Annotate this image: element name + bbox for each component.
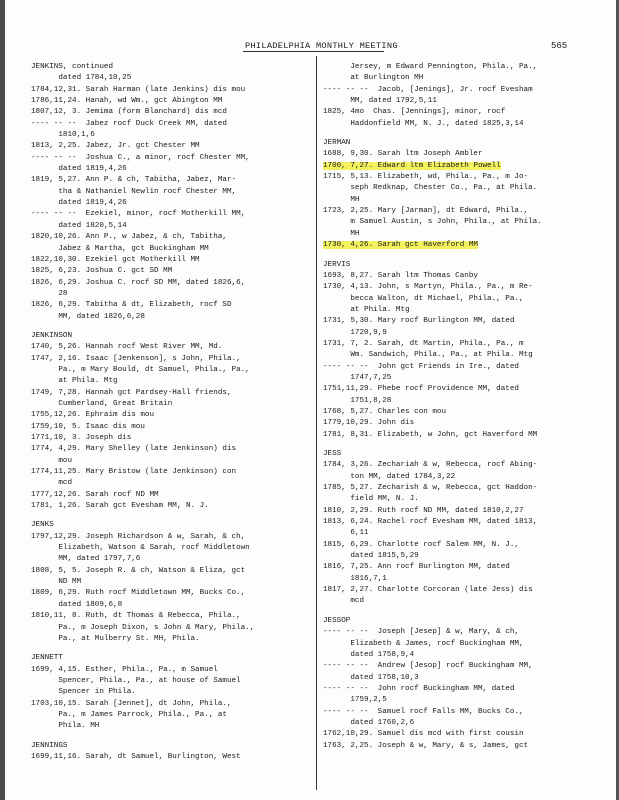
record-line: 1826, 6,29. Tabitha & dt, Elizabeth, rocf SD bbox=[31, 301, 232, 310]
record-line: ---- -- -- Samuel rocf Falls MM, Bucks Co., bbox=[323, 707, 524, 716]
surname-heading: JENKS bbox=[31, 521, 54, 530]
record-line: dated 1758,10,3 bbox=[323, 673, 419, 682]
surname-heading: JENNETT bbox=[31, 654, 63, 663]
record-line: 1819, 5,27. Ann P. & ch, Tabitha, Jabez, Mar- bbox=[31, 176, 237, 185]
record-line: 1825, 4mo Chas. [Jennings], minor, rocf bbox=[323, 108, 506, 117]
right-column bbox=[323, 62, 571, 790]
record-line: 1755,12,26. Ephraim dis mou bbox=[31, 411, 155, 420]
record-line: Elizabeth, Watson & Sarah, rocf Middletown bbox=[31, 544, 250, 553]
section-gap bbox=[323, 130, 571, 138]
record-line: mcd bbox=[31, 479, 73, 488]
record-line: 1815, 6,29. Charlotte rocf Salem MM, N. J., bbox=[323, 540, 519, 549]
record-line: 1809, 6,29. Ruth rocf Middletown MM, Bucks Co., bbox=[31, 589, 246, 598]
record-line: MH bbox=[323, 195, 360, 204]
surname-heading: JENKINSON bbox=[31, 331, 73, 340]
record-line: 1786,11,24. Hanah, wd Wm., gct Abington MM bbox=[31, 97, 223, 106]
record-line: 1774,11,25. Mary Bristow (late Jenkinson) con bbox=[31, 468, 237, 477]
record-line bbox=[323, 161, 571, 172]
record-line bbox=[323, 240, 571, 251]
record-line: ---- -- -- Jacob, [Jenings], Jr. rocf Evesham bbox=[323, 85, 533, 94]
record-line: 1774, 4,29. Mary Shelley (late Jenkinson) dis bbox=[31, 445, 237, 454]
section-gap bbox=[31, 323, 311, 331]
record-line: 1771,10, 3. Joseph dis bbox=[31, 434, 132, 442]
record-line: 1813, 2,25. Jabez, Jr. gct Chester MM bbox=[31, 142, 200, 151]
record-line: 1820,10,26. Ann P., w Jabez, & ch, Tabitha, bbox=[31, 233, 227, 242]
record-line: dated 1784,10,25 bbox=[31, 74, 132, 83]
surname-heading: JESSOP bbox=[323, 616, 351, 625]
record-line: 1723, 2,25. Mary [Jarman], dt Edward, Phila., bbox=[323, 207, 529, 216]
record-line: 1822,10,30. Ezekiel gct Motherkill MM bbox=[31, 255, 200, 264]
record-line: 1759,2,5 bbox=[323, 696, 387, 705]
record-line: dated 1819,4,26 bbox=[31, 165, 127, 174]
record-line: 1699,11,16. Sarah, dt Samuel, Burlington, West bbox=[31, 752, 241, 761]
highlighted-record: 1730, 4,26. Sarah gct Haverford MM bbox=[323, 241, 478, 250]
record-line: ton MM, dated 1784,3,22 bbox=[323, 472, 456, 481]
record-line: 1816,7,1 bbox=[323, 574, 387, 583]
record-line: MM, dated 1792,5,11 bbox=[323, 97, 437, 106]
record-line: 1715, 5,13. Elizabeth, wd, Phila., Pa., m Jo- bbox=[323, 173, 529, 182]
record-line: 1751,11,29. Phebe rocf Providence MM, dated bbox=[323, 385, 519, 394]
title-underline bbox=[243, 51, 384, 52]
surname-heading: JERVIS bbox=[323, 260, 351, 269]
record-line: 1810,11, 8. Ruth, dt Thomas & Rebecca, Phila., bbox=[31, 612, 241, 621]
record-line: Jabez & Martha, gct Buckingham MM bbox=[31, 244, 209, 253]
record-line: Haddonfield MM, N. J., dated 1825,3,14 bbox=[323, 119, 524, 128]
left-column bbox=[31, 62, 311, 790]
record-line: Cumberland, Great Britain bbox=[31, 399, 173, 408]
record-line: 1817, 2,27. Charlotte Corcoran (late Jess) dis bbox=[323, 586, 533, 595]
record-line: ---- -- -- John gct Friends in Ire., dated bbox=[323, 362, 519, 371]
record-line: 1740, 5,26. Hannah rocf West River MM, Md. bbox=[31, 343, 223, 352]
record-line: 6,11 bbox=[323, 529, 369, 538]
record-line: 1810,1,6 bbox=[31, 131, 95, 140]
record-line: Wm. Sandwich, Phila., Pa., at Phila. Mtg bbox=[323, 351, 533, 360]
surname-heading: JERMAN bbox=[323, 139, 351, 148]
section-gap bbox=[323, 608, 571, 616]
record-line: Pa., at Mulberry St. MH, Phila. bbox=[31, 634, 200, 643]
record-line: MM, dated 1826,6,28 bbox=[31, 312, 145, 321]
record-line: 1749, 7,28. Hannah gct Pardsey-Hall friends, bbox=[31, 388, 232, 397]
surname-heading: JESS bbox=[323, 450, 342, 458]
record-line: Spencer, Phila., Pa., at house of Samuel bbox=[31, 676, 241, 685]
record-line: 1720,9,9 bbox=[323, 328, 387, 337]
section-gap bbox=[31, 645, 311, 653]
record-line: dated 1809,6,8 bbox=[31, 600, 123, 609]
record-line: Pa., m James Parrock, Phila., Pa., at bbox=[31, 710, 227, 719]
record-line: dated 1819,4,26 bbox=[31, 199, 127, 208]
record-line: 1781, 8,31. Elizabeth, w John, gct Haverford MM bbox=[323, 430, 538, 439]
record-line: Jersey, m Edward Pennington, Phila., Pa., bbox=[323, 63, 538, 71]
record-line: JENKINS, continued bbox=[31, 63, 114, 71]
section-gap bbox=[31, 733, 311, 741]
section-gap bbox=[31, 512, 311, 520]
record-line: 1797,12,29. Joseph Richardson & w, Sarah, & ch, bbox=[31, 532, 246, 541]
record-line: seph Redknap, Chester Co., Pa., at Phila. bbox=[323, 184, 538, 193]
record-line: field MM, N. J. bbox=[323, 495, 419, 504]
record-line: mou bbox=[31, 456, 73, 465]
record-line: MM, dated 1797,7,6 bbox=[31, 555, 141, 564]
record-line: 1808, 5, 5. Joseph R. & ch, Watson & Eliza, gct bbox=[31, 566, 246, 575]
record-line: 1762,10,29. Samuel dis mcd with first cousin bbox=[323, 730, 524, 739]
record-line: 28 bbox=[31, 289, 68, 298]
record-line: becca Walton, dt Michael, Phila., Pa., bbox=[323, 294, 524, 303]
record-line: 1699, 4,15. Esther, Phila., Pa., m Samuel bbox=[31, 665, 218, 674]
record-line: ND MM bbox=[31, 578, 82, 587]
record-line: ---- -- -- Ezekiel, minor, rocf Motherkill MM, bbox=[31, 210, 246, 219]
record-line: m Samuel Austin, s John, Phila., at Phila. bbox=[323, 218, 542, 227]
record-line: Spencer in Phila. bbox=[31, 688, 136, 697]
record-line: Pa., m Joseph Dixon, s John & Mary, Phila., bbox=[31, 623, 255, 632]
record-line: 1813, 6,24. Rachel rocf Evesham MM, dated 1813, bbox=[323, 518, 538, 527]
record-line: Pa., m Mary Bould, dt Samuel, Phila., Pa., bbox=[31, 365, 250, 374]
record-line: dated 1760,2,6 bbox=[323, 718, 415, 727]
record-line: 1747, 2,16. Isaac [Jenkenson], s John, Phila., bbox=[31, 354, 241, 363]
record-line: 1826, 6,29. Joshua C. rocf SD MM, dated 1826,6, bbox=[31, 278, 246, 287]
record-line: 1785, 5,27. Zecharish & w, Rebecca, gct Haddon- bbox=[323, 484, 538, 493]
record-line: 1731, 7, 2. Sarah, dt Martin, Phila., Pa., m bbox=[323, 339, 524, 348]
record-line: ---- -- -- Jabez rocf Duck Creek MM, dated bbox=[31, 119, 227, 128]
column-divider bbox=[316, 56, 317, 790]
record-line: 1763, 2,25. Joseph & w, Mary, & s, James, gct bbox=[323, 741, 529, 750]
record-line: dated 1815,5,29 bbox=[323, 552, 419, 561]
section-gap bbox=[323, 441, 571, 449]
record-line: MH bbox=[323, 229, 360, 238]
record-line: 1777,12,26. Sarah rocf ND MM bbox=[31, 490, 159, 499]
record-line: 1784, 3,26. Zechariah & w, Rebecca, rocf Abing- bbox=[323, 461, 538, 470]
record-line: dated 1820,5,14 bbox=[31, 221, 127, 230]
record-line: dated 1758,9,4 bbox=[323, 650, 415, 659]
section-gap bbox=[323, 252, 571, 260]
record-line: Elizabeth & James, rocf Buckingham MM, bbox=[323, 639, 524, 648]
record-line: at Burlington MH bbox=[323, 74, 424, 83]
record-line: 1768, 5,27. Charles con mou bbox=[323, 407, 447, 416]
record-line: 1693, 8,27. Sarah ltm Thomas Canby bbox=[323, 271, 478, 280]
record-line: Phila. MH bbox=[31, 722, 100, 731]
record-line: 1730, 4,13. John, s Martyn, Phila., Pa., m Re- bbox=[323, 283, 533, 292]
record-line: 1784,12,31. Sarah Harman (late Jenkins) dis mou bbox=[31, 85, 246, 94]
record-line: 1747,7,25 bbox=[323, 373, 392, 382]
record-line: ---- -- -- John rocf Buckingham MM, dated bbox=[323, 684, 515, 693]
record-line: 1759,10, 5. Isaac dis mou bbox=[31, 422, 145, 431]
highlighted-record: 1700, 7,27. Edward ltm Elizabeth Powell bbox=[323, 161, 501, 170]
record-line: 1816, 7,25. Ann rocf Burlington MM, dated bbox=[323, 563, 510, 572]
record-line: at Phila. Mtg bbox=[31, 377, 118, 386]
record-line: tha & Nathaniel Newlin rocf Chester MM, bbox=[31, 187, 237, 196]
record-line: 1779,10,29. John dis bbox=[323, 419, 415, 428]
scan-edge-left bbox=[0, 0, 5, 800]
record-line: ---- -- -- Joseph [Jesep] & w, Mary, & ch, bbox=[323, 628, 519, 637]
surname-heading: JENNINGS bbox=[31, 741, 68, 750]
page-number: 565 bbox=[551, 41, 568, 51]
record-line: 1781, 1,26. Sarah gct Evesham MM, N. J. bbox=[31, 502, 209, 511]
record-line: ---- -- -- Andrew [Jesop] rocf Buckingham MM, bbox=[323, 662, 533, 671]
record-line: 1703,10,15. Sarah [Jennet], dt John, Phila., bbox=[31, 699, 232, 708]
record-line: 1751,8,28 bbox=[323, 396, 392, 405]
record-line: mcd bbox=[323, 597, 365, 606]
record-line: 1807,12, 3. Jemima (form Blanchard) dis mcd bbox=[31, 108, 227, 117]
page-title: PHILADELPHIA MONTHLY MEETING bbox=[245, 41, 398, 51]
record-line: ---- -- -- Joshua C., a minor, rocf Chester MM, bbox=[31, 153, 250, 162]
record-line: 1810, 2,29. Ruth rocf ND MM, dated 1810,2,27 bbox=[323, 506, 524, 515]
record-line: at Phila. Mtg bbox=[323, 305, 410, 314]
record-line: 1825, 6,23. Joshua C. gct SD MM bbox=[31, 267, 173, 276]
record-line: 1731, 5,30. Mary rocf Burlington MM, dated bbox=[323, 317, 515, 326]
record-line: 1688, 9,30. Sarah ltm Joseph Ambler bbox=[323, 150, 483, 159]
